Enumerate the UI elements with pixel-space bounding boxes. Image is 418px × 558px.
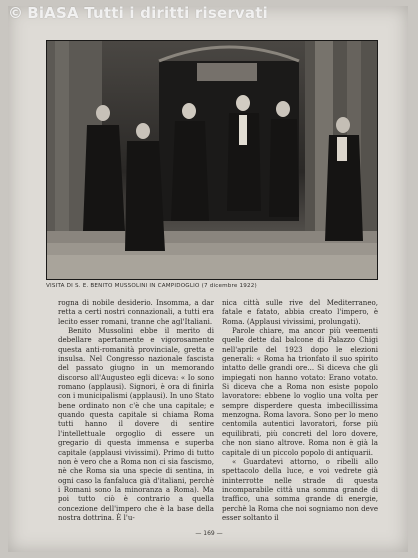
paragraph: « Guardatevi attorno, o ribelli allo spettacolo della luce, e voi vedrete già ininterrotte nelle strade di questa incomparabile città una somma grande di traffico, una somma grande di energie, perchè la Roma che noi sogniamo non deve esser soltanto il xyxy=(222,456,378,522)
paragraph: Benito Mussolini ebbe il merito di debellare apertamente e vigorosamente questa anti-romanità provinciale, gretta e insulsa. Nel Congresso nazionale fascista del passato giugno in un memorando discorso all'Augusteo egli diceva: « Io sono romano (applausi). Signori, è ora di finirla con i municipalismi (applausi). In uno Stato bene ordinato non c'è che una capitale; e quando questa capitale si chiama Roma tutti hanno il dovere di sentire l'intellettuale orgoglio di essere un gregario di questa immensa e superba capitale (applausi vivissimi). Primo di tutto non è vero che a Roma non ci sia fascismo, nè che Roma sia una specie di sentina, in ogni caso la fanfaluca già d'italiani, perchè i Romani sono la minoranza a Roma). Ma poi tutto ciò è contrario a quella concezione dell'impero che è la base della nostra dottrina. È l'u- xyxy=(58,326,214,522)
copyright-watermark xyxy=(8,4,268,22)
photo-illustration xyxy=(47,41,377,279)
paragraph: rogna di nobile desiderio. Insomma, a dar retta a certi nostri connazionali, a tutti era lecito esser romani, tranne che agl'Italiani. xyxy=(58,298,214,326)
article-right-column xyxy=(222,298,378,522)
paragraph: Parole chiare, ma ancor più veementi quelle dette dal balcone di Palazzo Chigi nell'aprile del 1923 dopo le elezioni generali: « Roma ha trionfato il suo spirito intatto delle grandi ore... Si diceva che gli impiegati non hanno votato: Erano votato. Si diceva che a Roma non esiste popolo lavoratore: ebbene lo voglio una volta per sempre disperdere questa imbecillissima menzogna. Roma lavora. Sono per lo meno centomila autentici lavoratori, forse più equilibrati, più concreti del loro dovere, che non siano altrove. Roma non è già la capitale di un piccolo popolo di antiquarii. xyxy=(222,326,378,457)
paragraph: nica città sulle rive del Mediterraneo, fatale e fatato, abbia creato l'impero, è Roma. (Applausi vivissimi, prolungati). xyxy=(222,298,378,326)
article-left-column xyxy=(58,298,214,522)
copyright-symbol: © xyxy=(8,4,24,22)
photo-caption: VISITA DI S. E. BENITO MUSSOLINI IN CAMPIDOGLIO (7 dicembre 1922) xyxy=(46,283,257,289)
watermark-text: BiASA Tutti i diritti riservati xyxy=(27,4,268,22)
historical-photograph xyxy=(46,40,378,280)
page-number: — 169 — xyxy=(195,530,223,537)
